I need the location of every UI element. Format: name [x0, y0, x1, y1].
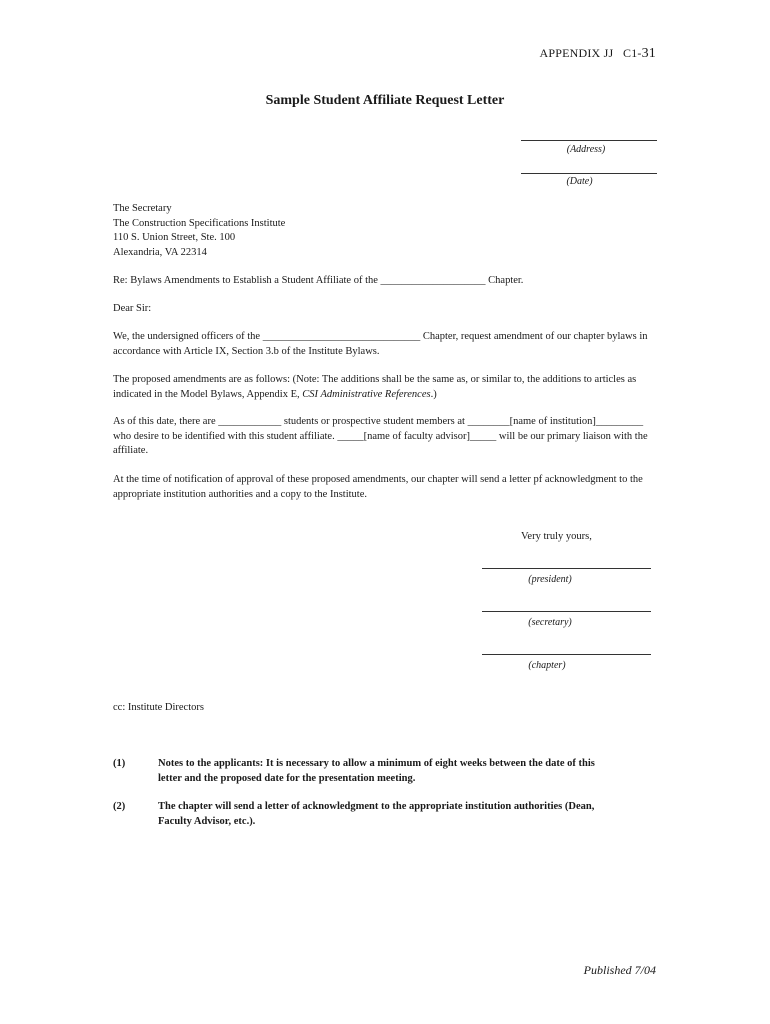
appendix-number: 31	[641, 46, 656, 61]
paragraph-4: At the time of notification of approval of these proposed amendments, our chapter will send a letter pf acknowledgment to the appropriate institution authorities and a copy to the Institute.	[113, 474, 643, 500]
secretary-caption: (secretary)	[528, 617, 572, 628]
president-caption: (president)	[528, 574, 572, 585]
appendix-header	[539, 46, 656, 62]
csi-reference: CSI Administrative References	[302, 388, 431, 400]
date-caption: (Date)	[566, 176, 593, 187]
re-line: Re: Bylaws Amendments to Establish a Student Affiliate of the ____________________ Chapter.	[113, 275, 524, 286]
salutation: Dear Sir:	[113, 303, 152, 314]
recipient-line: The Secretary	[113, 203, 172, 214]
appendix-code: C1-	[622, 46, 642, 60]
recipient-line: 110 S. Union Street, Ste. 100	[113, 232, 236, 243]
paragraph-2-end: .)	[430, 388, 437, 400]
date-line	[521, 173, 657, 174]
appendix-label: APPENDIX JJ	[539, 46, 614, 60]
note-1-text: Notes to the applicants: It is necessary to allow a minimum of eight weeks between the date of this letter and the proposed date for the presentation meeting.	[158, 758, 595, 784]
paragraph-1: We, the undersigned officers of the ______________________________ Chapter, request amendment of our chapter bylaws in accordance with Article IX, Section 3.b of the Institute Bylaws.	[113, 331, 648, 357]
secretary-signature-line	[482, 611, 651, 612]
closing: Very truly yours,	[521, 531, 592, 542]
document-title: Sample Student Affiliate Request Letter	[265, 93, 505, 108]
recipient-address	[113, 202, 285, 260]
cc-line: cc: Institute Directors	[113, 702, 204, 713]
note-2-number: (2)	[113, 801, 126, 812]
note-2-text: The chapter will send a letter of acknowledgment to the appropriate institution authorities (Dean, Faculty Advisor, etc.).	[158, 801, 595, 827]
chapter-signature-line	[482, 654, 651, 655]
address-caption: (Address)	[566, 144, 606, 155]
paragraph-2-text: The proposed amendments are as follows: (Note: The additions shall be the same as, or similar to, the additions to articles as indicated in the Model Bylaws, Appendix E,	[113, 374, 637, 400]
note-1-number: (1)	[113, 758, 126, 769]
recipient-line: The Construction Specifications Institute	[113, 217, 286, 229]
president-signature-line	[482, 568, 651, 569]
paragraph-2	[113, 373, 658, 402]
published-date: Published 7/04	[583, 963, 656, 977]
chapter-caption: (chapter)	[528, 660, 566, 671]
paragraph-3: As of this date, there are ____________ students or prospective student members at ________[name of institution]_________ who desire to be identified with this student affiliate. _____[name of faculty advisor]_____ will be our primary liaison with the affiliate.	[113, 416, 648, 456]
address-line	[521, 140, 657, 141]
recipient-line: Alexandria, VA 22314	[113, 246, 207, 258]
